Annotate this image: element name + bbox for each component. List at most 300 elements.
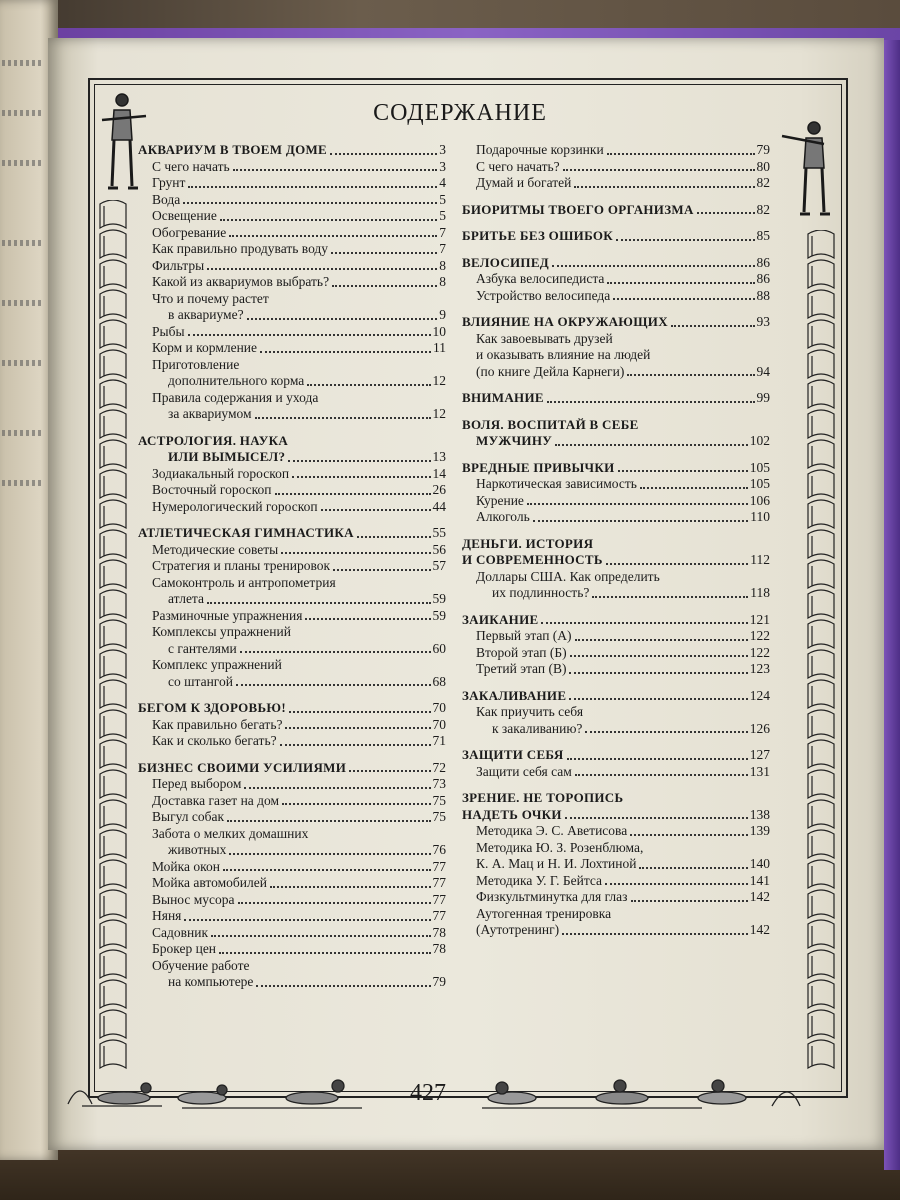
toc-entry <box>138 591 446 608</box>
toc-leader-dots <box>238 902 431 904</box>
toc-heading <box>462 460 770 477</box>
toc-entry-title: со штангой <box>168 673 233 689</box>
toc-entry-title: Как правильно бегать? <box>152 716 283 732</box>
toc-entry <box>462 271 770 288</box>
toc-entry <box>138 324 446 341</box>
toc-entry <box>138 941 446 958</box>
toc-entry-title: Как и сколько бегать? <box>152 733 277 748</box>
toc-page-number: 126 <box>749 720 770 736</box>
toc-entry-title: ВЛИЯНИЕ НА ОКРУЖАЮЩИХ <box>462 314 668 329</box>
toc-section <box>138 525 446 690</box>
toc-leader-dots <box>618 470 748 472</box>
toc-leader-dots <box>569 698 747 700</box>
toc-page-number: 7 <box>439 224 446 240</box>
toc-leader-dots <box>288 460 430 462</box>
toc-leader-dots <box>207 268 437 270</box>
toc-section <box>462 202 770 219</box>
toc-page-number: 70 <box>432 716 446 732</box>
toc-page-number: 76 <box>432 842 446 857</box>
toc-entry <box>462 628 770 645</box>
toc-leader-dots <box>607 153 755 155</box>
toc-entry-title: БЕГОМ К ЗДОРОВЬЮ! <box>138 700 286 715</box>
toc-page-number: 71 <box>432 733 446 748</box>
toc-heading <box>138 142 446 159</box>
toc-page-number: 127 <box>749 747 770 762</box>
toc-entry-title: их подлинность? <box>492 585 590 600</box>
toc-entry <box>138 558 446 575</box>
toc-entry <box>462 175 770 192</box>
toc-entry <box>138 390 446 407</box>
toc-leader-dots <box>671 325 755 327</box>
toc-entry-title: Методика Э. С. Аветисова <box>476 823 628 838</box>
toc-leader-dots <box>631 900 748 902</box>
toc-leader-dots <box>357 536 431 538</box>
toc-page-number: 55 <box>432 525 446 540</box>
toc-page-number: 5 <box>439 191 446 207</box>
toc-leader-dots <box>575 774 748 776</box>
toc-entry-title: Комплексы упражнений <box>152 624 291 639</box>
toc-entry-title: Рыбы <box>152 323 185 339</box>
toc-entry-title: за аквариумом <box>168 406 252 421</box>
toc-leader-dots <box>281 552 430 554</box>
toc-heading <box>462 747 770 764</box>
toc-leader-dots <box>607 282 754 284</box>
toc-entry-title: ИЛИ ВЫМЫСЕЛ? <box>168 449 286 464</box>
toc-entry <box>462 840 770 857</box>
toc-entry-title: ВНИМАНИЕ <box>462 390 544 405</box>
toc-entry-title: МУЖЧИНУ <box>476 433 553 448</box>
toc-leader-dots <box>184 919 430 921</box>
toc-entry-title: Грунт <box>152 175 186 190</box>
toc-entry-title: Вода <box>152 191 181 207</box>
toc-page-number: 106 <box>749 492 770 508</box>
toc-entry-title: Как приучить себя <box>476 704 584 719</box>
toc-leader-dots <box>236 684 431 686</box>
toc-entry <box>138 340 446 357</box>
toc-leader-dots <box>219 952 430 954</box>
toc-leader-dots <box>547 401 755 403</box>
toc-entry-title: к закаливанию? <box>492 720 583 736</box>
toc-section <box>462 314 770 380</box>
toc-entry <box>138 908 446 925</box>
toc-entry <box>138 274 446 291</box>
toc-heading <box>462 807 770 824</box>
toc-heading <box>462 314 770 331</box>
toc-entry-title: и оказывать влияние на людей <box>476 347 651 362</box>
toc-leader-dots <box>533 520 748 522</box>
toc-page-number: 82 <box>756 175 770 190</box>
toc-entry <box>462 661 770 678</box>
toc-page-number: 124 <box>749 687 770 703</box>
toc-entry-title: Думай и богатей <box>476 175 572 190</box>
toc-entry <box>138 776 446 793</box>
toc-entry <box>138 974 446 991</box>
toc-page-number: 121 <box>749 611 770 627</box>
toc-leader-dots <box>240 651 431 653</box>
toc-page-number: 8 <box>439 274 446 289</box>
toc-leader-dots <box>613 298 754 300</box>
toc-entry <box>138 674 446 691</box>
toc-entry <box>138 641 446 658</box>
toc-leader-dots <box>220 219 437 221</box>
toc-leader-dots <box>285 727 430 729</box>
toc-section <box>138 433 446 516</box>
toc-entry-title: Какой из аквариумов выбрать? <box>152 274 330 289</box>
toc-leader-dots <box>183 202 437 204</box>
toc-entry-title: атлета <box>168 591 204 606</box>
toc-heading <box>462 417 770 434</box>
toc-leader-dots <box>575 639 748 641</box>
toc-heading <box>138 760 446 777</box>
toc-leader-dots <box>565 817 748 819</box>
toc-page-number: 85 <box>756 228 770 243</box>
toc-entry-title: БИЗНЕС СВОИМИ УСИЛИЯМИ <box>138 759 347 775</box>
toc-entry-title: Обогревание <box>152 224 227 240</box>
toc-entry-title: Перед выбором <box>152 776 242 791</box>
page-number: 427 <box>410 1080 446 1106</box>
toc-page-number: 59 <box>432 591 446 606</box>
toc-leader-dots <box>639 867 747 869</box>
toc-entry-title: С чего начать <box>152 158 230 174</box>
toc-entry-title: Мойка окон <box>152 858 220 874</box>
toc-entry-title: Второй этап (Б) <box>476 644 567 660</box>
toc-entry <box>138 373 446 390</box>
toc-entry <box>138 624 446 641</box>
toc-entry-title: ЗАКАЛИВАНИЕ <box>462 687 567 703</box>
toc-entry-title: К. А. Мац и Н. И. Лохтиной <box>476 856 637 871</box>
toc-heading <box>138 433 446 450</box>
toc-entry-title: Корм и кормление <box>152 340 258 355</box>
toc-entry-title: Стратегия и планы тренировок <box>152 558 331 573</box>
toc-page-number: 3 <box>439 158 446 174</box>
toc-leader-dots <box>256 985 430 987</box>
toc-page-number: 142 <box>749 922 770 937</box>
toc-entry-title: Что и почему растет <box>152 290 269 306</box>
toc-leader-dots <box>292 476 430 478</box>
toc-entry <box>138 717 446 734</box>
toc-entry <box>138 575 446 592</box>
toc-entry-title: Садовник <box>152 924 208 940</box>
toc-entry-title: Как правильно продувать воду <box>152 241 329 256</box>
toc-leader-dots <box>321 509 431 511</box>
toc-heading <box>462 390 770 407</box>
toc-entry <box>462 364 770 381</box>
toc-entry <box>462 493 770 510</box>
toc-entry <box>138 809 446 826</box>
toc-entry-title: Няня <box>152 908 182 923</box>
toc-page-number: 110 <box>750 509 770 524</box>
toc-entry <box>138 499 446 516</box>
scroll-ornament-left <box>96 200 130 1080</box>
toc-leader-dots <box>255 417 431 419</box>
toc-heading <box>138 449 446 466</box>
toc-entry-title: ЗАЩИТИ СЕБЯ <box>462 747 564 762</box>
toc-entry-title: Наркотическая зависимость <box>476 476 637 491</box>
toc-leader-dots <box>592 596 748 598</box>
toc-leader-dots <box>332 285 437 287</box>
toc-entry-title: АСТРОЛОГИЯ. НАУКА <box>138 432 289 448</box>
toc-page-number: 140 <box>749 856 770 871</box>
toc-entry-title: ЗРЕНИЕ. НЕ ТОРОПИСЬ <box>462 790 624 805</box>
toc-entry-title: Выгул собак <box>152 809 225 824</box>
toc-page-number: 131 <box>749 763 770 779</box>
toc-section <box>138 700 446 750</box>
toc-entry <box>138 842 446 859</box>
toc-entry-title: Брокер цен <box>152 941 217 956</box>
toc-page-number: 93 <box>756 314 770 329</box>
toc-leader-dots <box>330 153 437 155</box>
toc-page-number: 26 <box>432 482 446 497</box>
toc-entry-title: БРИТЬЕ БЕЗ ОШИБОК <box>462 228 614 243</box>
toc-leader-dots <box>552 265 754 267</box>
toc-entry-title: Третий этап (В) <box>476 661 567 676</box>
toc-leader-dots <box>188 334 431 336</box>
toc-entry <box>138 307 446 324</box>
toc-page-number: 78 <box>432 924 446 940</box>
toc-page-number: 73 <box>432 776 446 791</box>
toc-entry <box>138 175 446 192</box>
toc-section <box>138 760 446 991</box>
toc-entry-title: животных <box>168 842 227 857</box>
toc-leader-dots <box>569 672 747 674</box>
toc-entry-title: Освещение <box>152 208 217 223</box>
toc-entry-title: АТЛЕТИЧЕСКАЯ ГИМНАСТИКА <box>138 525 354 540</box>
toc-entry <box>462 569 770 586</box>
toc-page-number: 7 <box>439 241 446 256</box>
toc-entry <box>138 466 446 483</box>
toc-column-right <box>462 142 770 949</box>
toc-entry-title: ДЕНЬГИ. ИСТОРИЯ <box>462 535 594 551</box>
toc-leader-dots <box>627 374 754 376</box>
toc-leader-dots <box>227 820 430 822</box>
toc-entry <box>138 958 446 975</box>
toc-entry <box>462 347 770 364</box>
toc-page-number: 70 <box>432 700 446 715</box>
toc-entry-title: дополнительного корма <box>168 373 305 388</box>
toc-leader-dots <box>333 569 430 571</box>
toc-page-number: 60 <box>432 640 446 656</box>
toc-leader-dots <box>555 444 748 446</box>
toc-page-number: 82 <box>756 201 770 217</box>
toc-page-number: 9 <box>439 307 446 322</box>
toc-page-number: 78 <box>432 941 446 956</box>
toc-heading <box>462 552 770 569</box>
toc-page-number: 79 <box>432 974 446 989</box>
toc-entry-title: Доллары США. Как определить <box>476 568 660 584</box>
toc-leader-dots <box>570 655 748 657</box>
toc-leader-dots <box>606 563 749 565</box>
toc-page-number: 72 <box>432 759 446 775</box>
toc-leader-dots <box>585 731 747 733</box>
toc-entry <box>138 542 446 559</box>
toc-entry-title: Подарочные корзинки <box>476 142 604 157</box>
toc-page-number: 86 <box>756 254 770 270</box>
toc-heading <box>462 228 770 245</box>
toc-entry-title: ВОЛЯ. ВОСПИТАЙ В СЕБЕ <box>462 416 639 432</box>
toc-entry <box>462 873 770 890</box>
toc-leader-dots <box>567 758 748 760</box>
toc-entry <box>462 476 770 493</box>
toc-leader-dots <box>349 770 430 772</box>
toc-leader-dots <box>282 803 430 805</box>
toc-page-number: 77 <box>432 891 446 907</box>
toc-entry <box>462 856 770 873</box>
toc-leader-dots <box>563 169 755 171</box>
page-title: СОДЕРЖАНИЕ <box>373 100 547 126</box>
toc-entry <box>138 826 446 843</box>
toc-entry <box>138 733 446 750</box>
book-cover-right <box>884 40 900 1170</box>
toc-heading <box>462 202 770 219</box>
toc-page-number: 77 <box>432 858 446 874</box>
toc-entry <box>138 859 446 876</box>
toc-section <box>462 790 770 939</box>
toc-entry-title: АКВАРИУМ В ТВОЕМ ДОМЕ <box>138 142 328 157</box>
toc-entry-title: ВРЕДНЫЕ ПРИВЫЧКИ <box>462 459 615 475</box>
toc-entry <box>138 192 446 209</box>
toc-entry-title: БИОРИТМЫ ТВОЕГО ОРГАНИЗМА <box>462 201 694 217</box>
toc-entry <box>462 906 770 923</box>
toc-page-number: 102 <box>749 433 770 448</box>
toc-page-number: 75 <box>432 792 446 808</box>
toc-page-number: 44 <box>432 498 446 514</box>
toc-leader-dots <box>229 853 430 855</box>
toc-entry-title: ЗАИКАНИЕ <box>462 611 539 627</box>
toc-entry-title: Обучение работе <box>152 957 250 973</box>
toc-entry <box>462 288 770 305</box>
toc-entry-title: Мойка автомобилей <box>152 875 267 890</box>
toc-page-number: 56 <box>432 541 446 557</box>
toc-page-number: 122 <box>749 644 770 660</box>
toc-entry <box>462 922 770 939</box>
toc-leader-dots <box>605 883 748 885</box>
toc-leader-dots <box>574 186 754 188</box>
toc-page-number: 77 <box>432 875 446 890</box>
soldier-illustration-right <box>778 118 840 220</box>
toc-page-number: 79 <box>756 142 770 157</box>
toc-leader-dots <box>211 935 431 937</box>
toc-entry <box>462 509 770 526</box>
toc-entry <box>462 142 770 159</box>
toc-entry <box>138 608 446 625</box>
scroll-ornament-right <box>804 230 838 1080</box>
toc-entry <box>138 875 446 892</box>
toc-entry-title: Фильтры <box>152 257 205 273</box>
toc-page-number: 8 <box>439 257 446 273</box>
toc-entry <box>138 208 446 225</box>
toc-page-number: 68 <box>432 673 446 689</box>
toc-entry-title: на компьютере <box>168 974 254 989</box>
toc-page-number: 14 <box>432 465 446 481</box>
toc-page-number: 5 <box>439 208 446 223</box>
toc-page-number: 138 <box>749 806 770 822</box>
toc-entry <box>138 159 446 176</box>
toc-entry <box>462 764 770 781</box>
toc-entry-title: Методические советы <box>152 541 279 557</box>
toc-leader-dots <box>244 787 430 789</box>
toc-entry <box>462 585 770 602</box>
toc-leader-dots <box>527 503 748 505</box>
toc-heading <box>462 688 770 705</box>
toc-entry <box>138 892 446 909</box>
toc-page-number: 123 <box>749 661 770 676</box>
toc-leader-dots <box>697 212 755 214</box>
toc-entry <box>462 645 770 662</box>
toc-leader-dots <box>562 933 748 935</box>
toc-section <box>462 688 770 738</box>
toc-page-number: 139 <box>749 823 770 838</box>
toc-entry-title: Аутогенная тренировка <box>476 905 612 921</box>
toc-section <box>462 142 770 192</box>
toc-entry-title: Доставка газет на дом <box>152 792 280 808</box>
toc-leader-dots <box>233 169 438 171</box>
toc-page-number: 122 <box>749 628 770 643</box>
toc-entry-title: Азбука велосипедиста <box>476 271 605 286</box>
toc-entry-title: ВЕЛОСИПЕД <box>462 254 550 270</box>
toc-heading <box>462 255 770 272</box>
toc-entry <box>138 291 446 308</box>
toc-page-number: 4 <box>439 175 446 190</box>
toc-page-number: 105 <box>749 459 770 475</box>
toc-page-number: 13 <box>432 449 446 464</box>
toc-leader-dots <box>207 602 431 604</box>
toc-entry <box>138 225 446 242</box>
toc-leader-dots <box>280 744 431 746</box>
toc-column-left <box>138 142 446 1001</box>
toc-page-number: 118 <box>750 585 770 600</box>
toc-heading <box>462 536 770 553</box>
toc-leader-dots <box>275 493 431 495</box>
toc-entry-title: Восточный гороскоп <box>152 482 272 497</box>
toc-page-number: 80 <box>756 158 770 174</box>
toc-section <box>138 142 446 423</box>
toc-leader-dots <box>307 384 430 386</box>
toc-heading <box>138 700 446 717</box>
toc-entry-title: Физкультминутка для глаз <box>476 889 628 904</box>
toc-entry-title: (Аутотренинг) <box>476 922 560 937</box>
toc-entry-title: Забота о мелких домашних <box>152 825 309 841</box>
toc-leader-dots <box>305 618 430 620</box>
toc-page-number: 88 <box>756 287 770 303</box>
toc-page-number: 57 <box>432 558 446 573</box>
toc-heading <box>462 433 770 450</box>
toc-leader-dots <box>247 318 438 320</box>
toc-entry <box>462 823 770 840</box>
toc-leader-dots <box>630 834 748 836</box>
toc-page-number: 86 <box>756 271 770 286</box>
toc-entry-title: Самоконтроль и антропометрия <box>152 574 336 590</box>
toc-leader-dots <box>541 622 747 624</box>
toc-entry-title: Защити себя сам <box>476 763 572 779</box>
toc-entry-title: (по книге Дейла Карнеги) <box>476 363 625 379</box>
toc-entry-title: Алкоголь <box>476 509 530 524</box>
toc-page-number: 75 <box>432 809 446 824</box>
toc-entry <box>138 925 446 942</box>
toc-page-number: 105 <box>749 476 770 491</box>
toc-section <box>462 747 770 780</box>
toc-heading <box>462 790 770 807</box>
toc-entry-title: с гантелями <box>168 640 237 656</box>
toc-entry <box>138 357 446 374</box>
toc-page-number: 12 <box>432 373 446 388</box>
toc-entry <box>462 704 770 721</box>
toc-entry-title: Устройство велосипеда <box>476 287 611 303</box>
toc-section <box>462 228 770 245</box>
toc-entry-title: Как завоевывать друзей <box>476 330 613 346</box>
toc-section <box>462 255 770 305</box>
toc-leader-dots <box>229 235 437 237</box>
toc-leader-dots <box>188 186 437 188</box>
